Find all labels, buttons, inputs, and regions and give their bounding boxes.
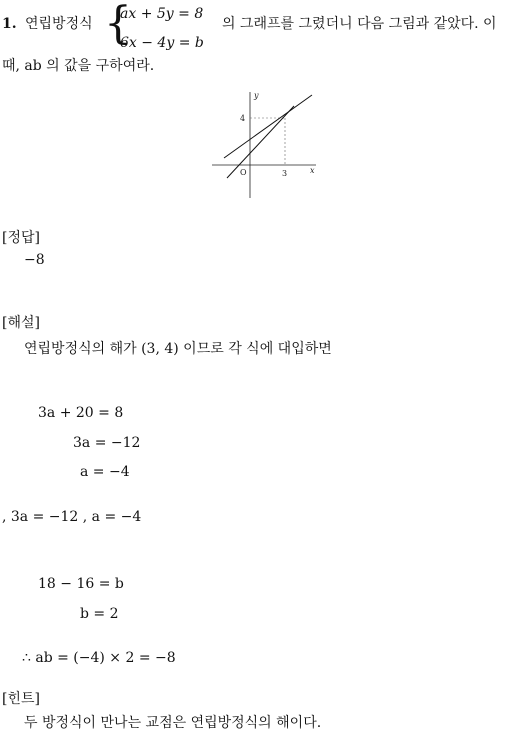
solution-step-5: b = 2 xyxy=(80,606,119,622)
problem-suffix: 의 그래프를 그렸더니 다음 그림과 같았다. 이 xyxy=(222,16,497,32)
line-equation-1 xyxy=(224,95,312,158)
y-axis-label: y xyxy=(254,91,259,100)
solution-step-3: a = −4 xyxy=(80,464,130,480)
origin-label: O xyxy=(240,168,247,177)
intersection-graph xyxy=(212,88,322,200)
solution-step-2: 3a = −12 xyxy=(73,435,141,451)
problem-question: 때, ab 의 값을 구하여라. xyxy=(2,58,155,74)
solution-inline: , 3a = −12 , a = −4 xyxy=(2,509,142,525)
solution-step-1: 3a + 20 = 8 xyxy=(38,405,124,421)
solution-label: [해설] xyxy=(2,315,40,331)
hint-text: 두 방정식이 만나는 교점은 연립방정식의 해이다. xyxy=(24,715,322,731)
x-axis-label: x xyxy=(310,166,315,175)
problem-prefix: 연립방정식 xyxy=(25,16,93,32)
line-equation-2 xyxy=(227,106,294,178)
equation-2: 6x − 4y = b xyxy=(120,35,204,51)
system-brace: { xyxy=(104,0,132,49)
solution-step-4: 18 − 16 = b xyxy=(38,576,124,592)
problem-number: 1. xyxy=(2,16,17,32)
solution-conclusion: ∴ ab = (−4) × 2 = −8 xyxy=(22,650,176,666)
hint-label: [힌트] xyxy=(2,691,40,707)
equation-1: ax + 5y = 8 xyxy=(120,6,204,22)
x-tick-label: 3 xyxy=(282,169,288,178)
answer-value: −8 xyxy=(24,252,45,268)
solution-intro: 연립방정식의 해가 (3, 4) 이므로 각 식에 대입하면 xyxy=(24,341,332,357)
y-tick-label: 4 xyxy=(240,114,246,123)
answer-label: [정답] xyxy=(2,230,40,246)
